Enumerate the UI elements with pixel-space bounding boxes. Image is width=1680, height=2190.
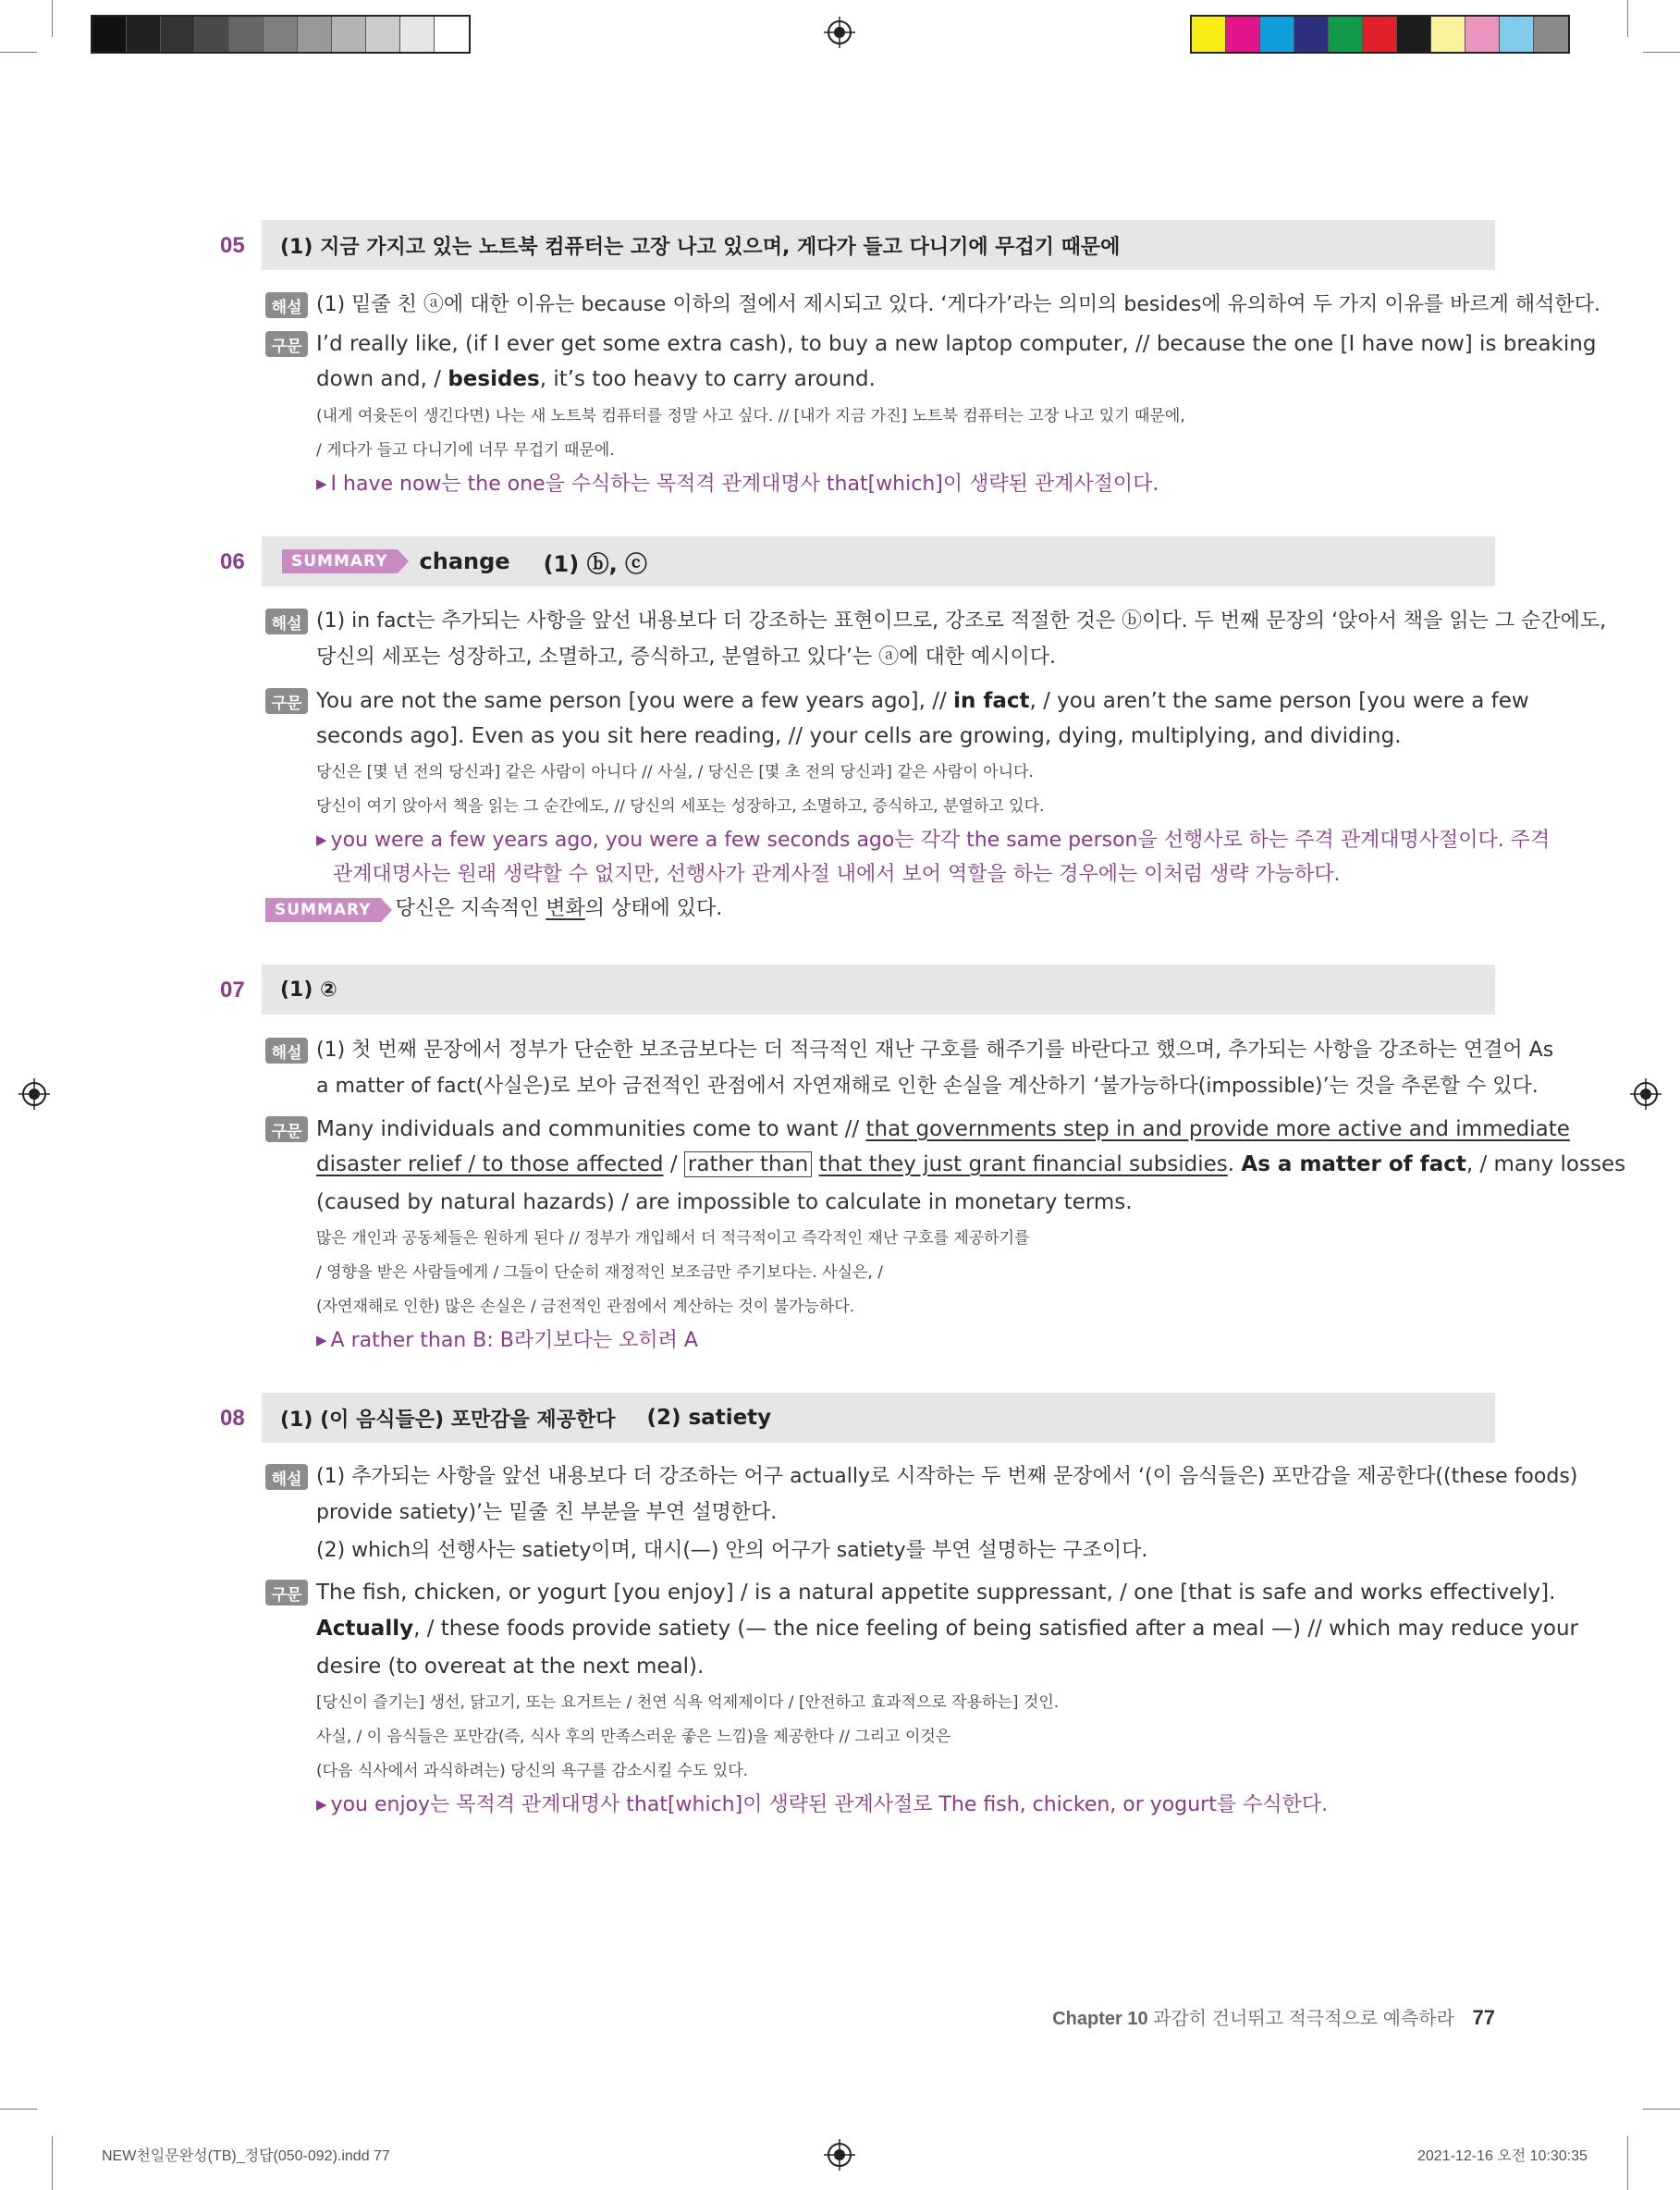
explanation-text: (2) which의 선행사는 satiety이며, 대시(—) 안의 어구가 satiety를 부연 설명하는 구조이다. xyxy=(316,1539,1148,1562)
color-swatch xyxy=(1500,17,1534,52)
process-color-bar xyxy=(1190,15,1570,54)
color-swatch xyxy=(1363,17,1397,52)
explanation-text: provide satiety)’는 밑줄 친 부분을 부연 설명한다. xyxy=(316,1501,778,1524)
crop-mark xyxy=(1643,2109,1680,2110)
chapter-title: 과감히 건너뛰고 적극적으로 예측하라 xyxy=(1153,2009,1454,2029)
page-footer xyxy=(1052,2003,1495,2030)
color-swatch xyxy=(1465,17,1500,52)
crop-mark xyxy=(0,52,37,53)
grammar-note: ▶ I have now는 the one을 수식하는 목적격 관계대명사 that[which]이 생략된 관계사절이다. xyxy=(316,473,1159,496)
translation-text: 사실, / 이 음식들은 포만감(즉, 식사 후의 만족스러운 좋은 느낌)을 제공한다 // 그리고 이것은 xyxy=(316,1728,951,1746)
syntax-text: (caused by natural hazards) / are impossible to calculate in monetary terms. xyxy=(316,1190,1133,1214)
color-swatch xyxy=(161,17,195,52)
crop-mark xyxy=(52,0,53,37)
syntax-tag: 구문 xyxy=(265,331,308,357)
registration-mark-icon xyxy=(18,1078,50,1110)
answer-text: (1) ② xyxy=(280,978,337,1002)
chapter-number: Chapter 10 xyxy=(1052,2009,1148,2029)
syntax-text: disaster relief / to those affected / rather than that they just grant financial subsidies. As a matter of fact, / many losses xyxy=(316,1152,1626,1176)
triangle-bullet-icon: ▶ xyxy=(316,831,327,848)
gray-color-bar xyxy=(91,15,471,54)
color-swatch xyxy=(435,17,469,52)
translation-text: / 영향을 받은 사람들에게 / 그들이 단순히 재정적인 보조금만 주기보다는. 사실은, / xyxy=(316,1263,883,1282)
crop-mark xyxy=(1627,0,1628,37)
syntax-tag: 구문 xyxy=(265,1580,308,1606)
syntax-text: The fish, chicken, or yogurt [you enjoy] / is a natural appetite suppressant, / one [that is safe and works effectively]. xyxy=(316,1581,1556,1605)
explain-tag: 해설 xyxy=(265,1038,308,1064)
color-swatch xyxy=(1431,17,1465,52)
answer-text: (1) ⓑ, ⓒ xyxy=(543,550,648,577)
explanation-text: (1) 첫 번째 문장에서 정부가 단순한 보조금보다는 더 적극적인 재난 구호를 해주기를 바란다고 했으며, 추가되는 사항을 강조하는 연결어 As xyxy=(316,1039,1554,1062)
color-swatch xyxy=(1294,17,1329,52)
syntax-text: down and, / besides, it’s too heavy to carry around. xyxy=(316,367,876,391)
answer-bar xyxy=(262,220,1495,270)
registration-mark-icon xyxy=(824,2139,855,2171)
answer-bar xyxy=(262,965,1495,1015)
triangle-bullet-icon: ▶ xyxy=(316,1796,327,1813)
answer-text: (1) (이 음식들은) 포만감을 제공한다 xyxy=(280,1408,616,1432)
syntax-text: Actually, / these foods provide satiety (— the nice feeling of being satisfied after a meal —) // which may reduce your xyxy=(316,1617,1578,1641)
color-swatch xyxy=(1192,17,1226,52)
translation-text: [당신이 즐기는] 생선, 닭고기, 또는 요거트는 / 천연 식욕 억제제이다 / [안전하고 효과적으로 작용하는] 것인. xyxy=(316,1693,1060,1712)
answer-bar xyxy=(262,1393,1495,1443)
registration-mark-icon xyxy=(1630,1078,1662,1110)
color-swatch xyxy=(298,17,332,52)
color-swatch xyxy=(229,17,264,52)
explanation-text: a matter of fact(사실은)로 보아 금전적인 관점에서 자연재해로 인한 손실을 계산하기 ‘불가능하다(impossible)’는 것을 추론할 수 있다. xyxy=(316,1075,1539,1098)
summary-tag: SUMMARY xyxy=(265,898,381,922)
summary-tag: SUMMARY xyxy=(282,549,398,573)
answer-text: (1) 지금 가지고 있는 노트북 컴퓨터는 고장 나고 있으며, 게다가 들고 다니기에 무겁기 때문에 xyxy=(280,235,1121,259)
translation-text: / 게다가 들고 다니기에 너무 무겁기 때문에. xyxy=(316,441,615,460)
translation-text: (내게 여윳돈이 생긴다면) 나는 새 노트북 컴퓨터를 정말 사고 싶다. // [내가 지금 가진] 노트북 컴퓨터는 고장 나고 있기 때문에, xyxy=(316,407,1185,425)
question-number: 06 xyxy=(220,549,245,574)
syntax-text: desire (to overeat at the next meal). xyxy=(316,1655,705,1679)
crop-mark xyxy=(0,2109,37,2110)
syntax-tag: 구문 xyxy=(265,688,308,714)
syntax-text: I’d really like, (if I ever get some extra cash), to buy a new laptop computer, // because the one [I have now] is breaking xyxy=(316,332,1597,356)
syntax-text: Many individuals and communities come to want // that governments step in and provide more active and immediate xyxy=(316,1117,1570,1141)
color-swatch xyxy=(400,17,435,52)
print-timestamp: 2021-12-16 오전 10:30:35 xyxy=(1417,2148,1588,2164)
color-swatch xyxy=(366,17,400,52)
registration-mark-icon xyxy=(824,17,855,48)
grammar-note: ▶ you were a few years ago, you were a few seconds ago는 각각 the same person을 선행사로 하는 주격 관계대명사절이다. 주격 xyxy=(316,829,1551,852)
translation-text: 많은 개인과 공동체들은 원하게 된다 // 정부가 개입해서 더 적극적이고 즉각적인 재난 구호를 제공하기를 xyxy=(316,1229,1030,1248)
color-swatch xyxy=(92,17,127,52)
syntax-tag: 구문 xyxy=(265,1116,308,1142)
explain-tag: 해설 xyxy=(265,1464,308,1490)
crop-mark xyxy=(1643,52,1680,53)
color-swatch xyxy=(1260,17,1294,52)
answer-text: change xyxy=(419,548,510,574)
explain-tag: 해설 xyxy=(265,609,308,634)
color-swatch xyxy=(1329,17,1363,52)
explain-tag: 해설 xyxy=(265,292,308,318)
triangle-bullet-icon: ▶ xyxy=(316,1332,327,1348)
color-swatch xyxy=(1534,17,1568,52)
color-swatch xyxy=(195,17,229,52)
explanation-text: (1) 밑줄 친 ⓐ에 대한 이유는 because 이하의 절에서 제시되고 있다. ‘게다가’라는 의미의 besides에 유의하여 두 가지 이유를 바르게 해석한다. xyxy=(316,293,1600,316)
color-swatch xyxy=(127,17,161,52)
explanation-text: 당신의 세포는 성장하고, 소멸하고, 증식하고, 분열하고 있다’는 ⓐ에 대한 예시이다. xyxy=(316,646,1056,669)
grammar-note: ▶ you enjoy는 목적격 관계대명사 that[which]이 생략된 관계사절로 The fish, chicken, or yogurt를 수식한다. xyxy=(316,1793,1329,1816)
grammar-note: 관계대명사는 원래 생략할 수 없지만, 선행사가 관계사절 내에서 보어 역할을 하는 경우에는 이처럼 생략 가능하다. xyxy=(333,863,1341,886)
color-swatch xyxy=(1226,17,1260,52)
color-swatch xyxy=(1397,17,1431,52)
translation-text: 당신은 [몇 년 전의 당신과] 같은 사람이 아니다 // 사실, / 당신은 [몇 초 전의 당신과] 같은 사람이 아니다. xyxy=(316,763,1034,781)
page-number: 77 xyxy=(1472,2006,1495,2029)
color-swatch xyxy=(264,17,298,52)
crop-mark xyxy=(52,2136,53,2190)
summary-blank-answer: 변화 xyxy=(546,897,585,920)
grammar-note: ▶ A rather than B: B라기보다는 오히려 A xyxy=(316,1329,698,1352)
translation-text: (자연재해로 인한) 많은 손실은 / 금전적인 관점에서 계산하는 것이 불가능하다. xyxy=(316,1298,855,1316)
explanation-text: (1) in fact는 추가되는 사항을 앞선 내용보다 더 강조하는 표현이므로, 강조로 적절한 것은 ⓑ이다. 두 번째 문장의 ‘앉아서 책을 읽는 그 순간에도, xyxy=(316,609,1607,633)
triangle-bullet-icon: ▶ xyxy=(316,475,327,492)
translation-text: 당신이 여기 앉아서 책을 읽는 그 순간에도, // 당신의 세포는 성장하고, 소멸하고, 증식하고, 분열하고 있다. xyxy=(316,797,1045,816)
crop-mark xyxy=(1627,2136,1628,2190)
syntax-text: You are not the same person [you were a few years ago], // in fact, / you aren’t the same person [you were a few xyxy=(316,689,1529,713)
question-number: 05 xyxy=(220,233,245,258)
translation-text: (다음 식사에서 과식하려는) 당신의 욕구를 감소시킬 수도 있다. xyxy=(316,1762,749,1780)
summary-line: SUMMARY 당신은 지속적인 변화의 상태에 있다. xyxy=(265,896,722,922)
question-number: 08 xyxy=(220,1406,245,1431)
file-slug: NEW천일문완성(TB)_정답(050-092).indd 77 xyxy=(102,2148,390,2164)
question-number: 07 xyxy=(220,978,245,1003)
syntax-text: seconds ago]. Even as you sit here reading, // your cells are growing, dying, multiplying, and dividing. xyxy=(316,724,1402,748)
answer-text: (2) satiety xyxy=(646,1406,772,1430)
answer-bar xyxy=(262,536,1495,586)
color-swatch xyxy=(332,17,366,52)
explanation-text: (1) 추가되는 사항을 앞선 내용보다 더 강조하는 어구 actually로 시작하는 두 번째 문장에서 ‘(이 음식들은) 포만감을 제공한다((these foods) xyxy=(316,1465,1578,1488)
